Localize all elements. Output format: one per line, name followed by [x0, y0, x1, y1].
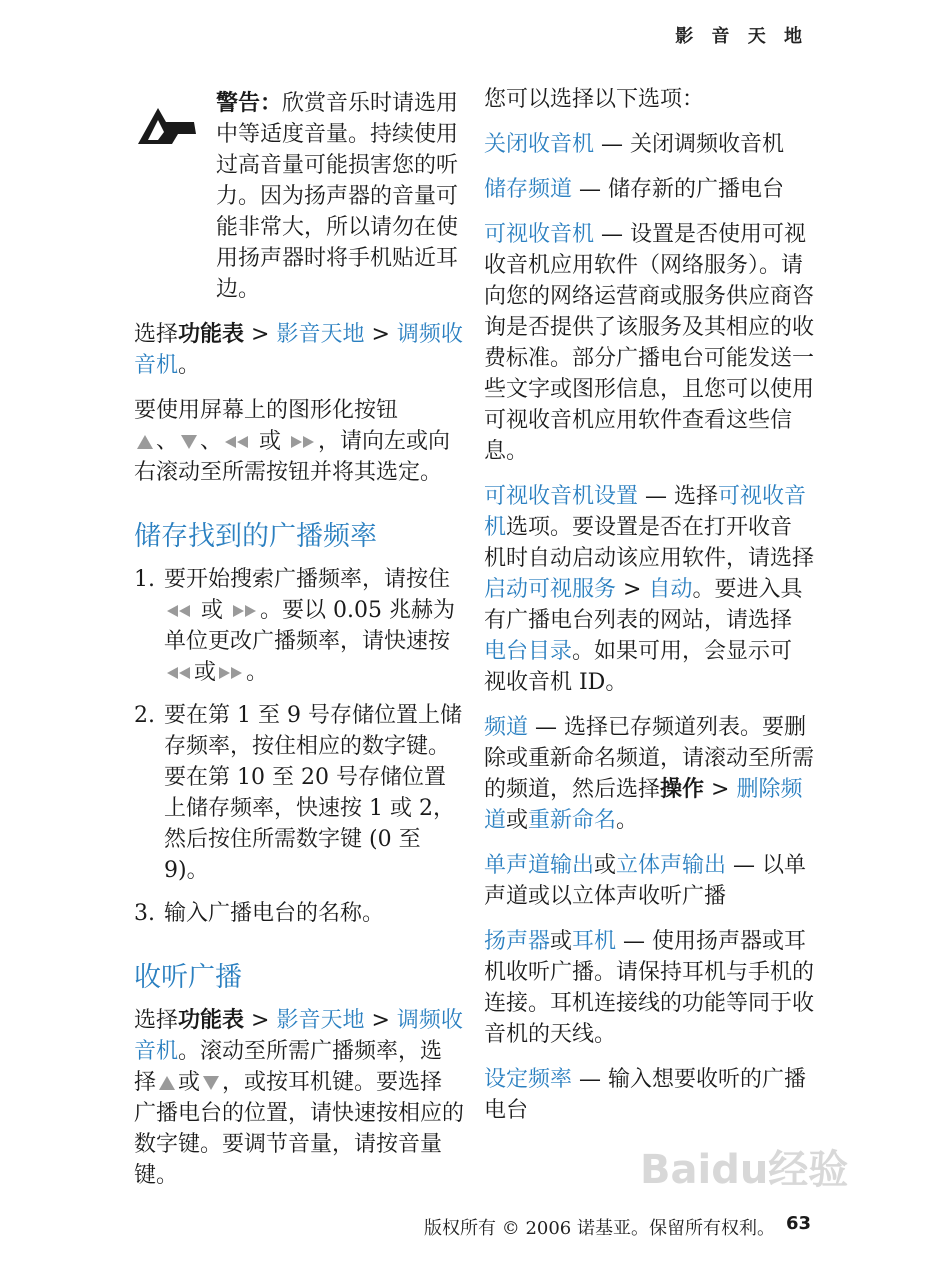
text: 。	[616, 808, 639, 833]
text: 选择	[134, 322, 179, 347]
option-desc: — 使用扬声器或耳机收听广播。请保持耳机与手机的连接。耳机连接线的功能等同于收音机的天线。	[484, 929, 815, 1047]
list-item	[134, 700, 464, 886]
text: 、	[200, 429, 223, 454]
separator: >	[616, 577, 649, 602]
down-arrow-icon	[180, 434, 198, 450]
option-speaker-headset	[484, 926, 814, 1050]
menu-label: 操作	[660, 777, 705, 802]
text: 或	[252, 429, 289, 454]
option-save-channel	[484, 174, 814, 205]
list-text: 要在第 1 至 9 号存储位置上储存频率，按住相应的数字键。要在第 10 至 20 号存储位置上储存频率，快速按 1 或 2，然后按住所需数字键 (0 至 9)。	[164, 703, 462, 883]
list-item	[134, 898, 464, 929]
list-number: 3.	[134, 901, 155, 926]
text: 或	[194, 660, 217, 685]
text: 。要以 0.05 兆赫为单位更改广播频率，请快速按	[164, 598, 455, 654]
option-link: 电台目录	[484, 639, 573, 664]
option-link: 可视收音机	[484, 484, 807, 540]
option-desc: — 以单声道或以立体声收听广播	[484, 853, 807, 909]
rewind-icon	[166, 604, 192, 618]
warning-block	[134, 88, 464, 305]
option-visual-radio-settings	[484, 481, 814, 698]
option-link: 重新命名	[528, 808, 617, 833]
text: 或	[178, 1070, 201, 1095]
section-header: 影 音 天 地	[675, 26, 808, 47]
option-name: 扬声器	[484, 929, 551, 954]
option-name: 可视收音机设置	[484, 484, 639, 509]
text: 。	[178, 353, 201, 378]
up-arrow-icon	[136, 434, 154, 450]
separator: >	[244, 322, 277, 347]
up-arrow-icon	[158, 1075, 176, 1091]
option-name: 设定频率	[484, 1067, 573, 1092]
option-name: 关闭收音机	[484, 132, 595, 157]
music-link: 影音天地	[276, 322, 365, 347]
fast-forward-icon	[232, 604, 258, 618]
text: 。滚动至所需广播频率，选择	[134, 1039, 443, 1095]
radio-link: 调频收音机	[134, 322, 463, 378]
option-name: 耳机	[572, 929, 617, 954]
text: 或	[550, 929, 573, 954]
text: 选项。要设置是否在打开收音机时自动启动该应用软件，请选择	[484, 515, 815, 571]
option-name: 频道	[484, 715, 529, 740]
option-name: 单声道输出	[484, 853, 595, 878]
separator: >	[364, 322, 397, 347]
option-visual-radio	[484, 219, 814, 467]
baidu-watermark: Baidu经验	[640, 1147, 849, 1193]
text: ，请向左或向右滚动至所需按钮并将其选定。	[134, 429, 451, 485]
option-name: 储存频道	[484, 177, 573, 202]
option-name: 可视收音机	[484, 222, 595, 247]
warning-body: 欣赏音乐时请选用中等适度音量。持续使用过高音量可能损害您的听力。因为扬声器的音量可能非常大，所以请勿在使用扬声器时将手机贴近耳边。	[216, 91, 459, 302]
heading-store-frequency: 储存找到的广播频率	[134, 521, 377, 552]
warning-icon	[134, 100, 200, 150]
option-name: 立体声输出	[616, 853, 727, 878]
radio-link: 调频收音机	[134, 1008, 463, 1064]
text: ，或按耳机键。要选择广播电台的位置，请快速按相应的数字键。要调节音量，请按音量键。	[134, 1070, 465, 1188]
text: 。要进入具有广播电台列表的网站，请选择	[484, 577, 803, 633]
options-intro: 您可以选择以下选项：	[484, 87, 705, 112]
warning-text	[216, 88, 464, 305]
option-link: 启动可视服务	[484, 577, 617, 602]
option-desc: — 关闭调频收音机	[594, 132, 785, 157]
option-desc: — 储存新的广播电台	[572, 177, 785, 202]
menu-label: 功能表	[178, 322, 245, 347]
page-number: 63	[786, 1213, 812, 1234]
text: 或	[594, 853, 617, 878]
listen-paragraph	[134, 1005, 464, 1191]
graphic-buttons-paragraph	[134, 395, 464, 488]
option-mono-stereo	[484, 850, 814, 912]
option-link: 删除频道	[484, 777, 803, 833]
text: — 选择	[638, 484, 719, 509]
text: 。	[246, 660, 269, 685]
text: 要使用屏幕上的图形化按钮	[134, 398, 399, 423]
text: 或	[506, 808, 529, 833]
option-desc: — 输入想要收听的广播电台	[484, 1067, 807, 1123]
option-channels	[484, 712, 814, 836]
down-arrow-icon	[202, 1075, 220, 1091]
list-number: 1.	[134, 567, 155, 592]
rewind-icon	[166, 666, 192, 680]
menu-label: 功能表	[178, 1008, 245, 1033]
text: 。如果可用，会显示可视收音机 ID。	[484, 639, 793, 695]
separator: >	[364, 1008, 397, 1033]
left-column	[134, 84, 464, 1205]
text: 、	[156, 429, 179, 454]
list-text	[164, 564, 464, 688]
text: 要开始搜索广播频率，请按住	[164, 567, 451, 592]
option-desc: — 设置是否使用可视收音机应用软件（网络服务）。请向您的网络运营商或服务供应商咨询是否提供了该服务及其相应的收费标准。部分广播电台可能发送一些文字或图形信息，且您可以使用可视收音机应用软件查看这些信息。	[484, 222, 815, 464]
text: — 选择已存频道列表。要删除或重新命名频道，请滚动至所需的频道，然后选择	[484, 715, 815, 802]
radio-path-paragraph	[134, 319, 464, 381]
footer-copyright: 版权所有 © 2006 诺基亚。保留所有权利。	[424, 1218, 775, 1239]
option-link: 自动	[648, 577, 693, 602]
fast-forward-icon	[290, 435, 316, 449]
fast-forward-icon	[218, 666, 244, 680]
warning-label: 警告：	[216, 91, 283, 116]
right-column	[484, 84, 814, 1140]
rewind-icon	[224, 435, 250, 449]
heading-listen-radio: 收听广播	[134, 962, 242, 993]
text: 或	[194, 598, 230, 623]
option-set-frequency	[484, 1064, 814, 1126]
option-close-radio	[484, 129, 814, 160]
list-number: 2.	[134, 703, 155, 728]
text: 选择	[134, 1008, 179, 1033]
separator: >	[704, 777, 737, 802]
music-link: 影音天地	[276, 1008, 365, 1033]
list-text: 输入广播电台的名称。	[164, 901, 385, 926]
list-item	[134, 564, 464, 688]
separator: >	[244, 1008, 277, 1033]
